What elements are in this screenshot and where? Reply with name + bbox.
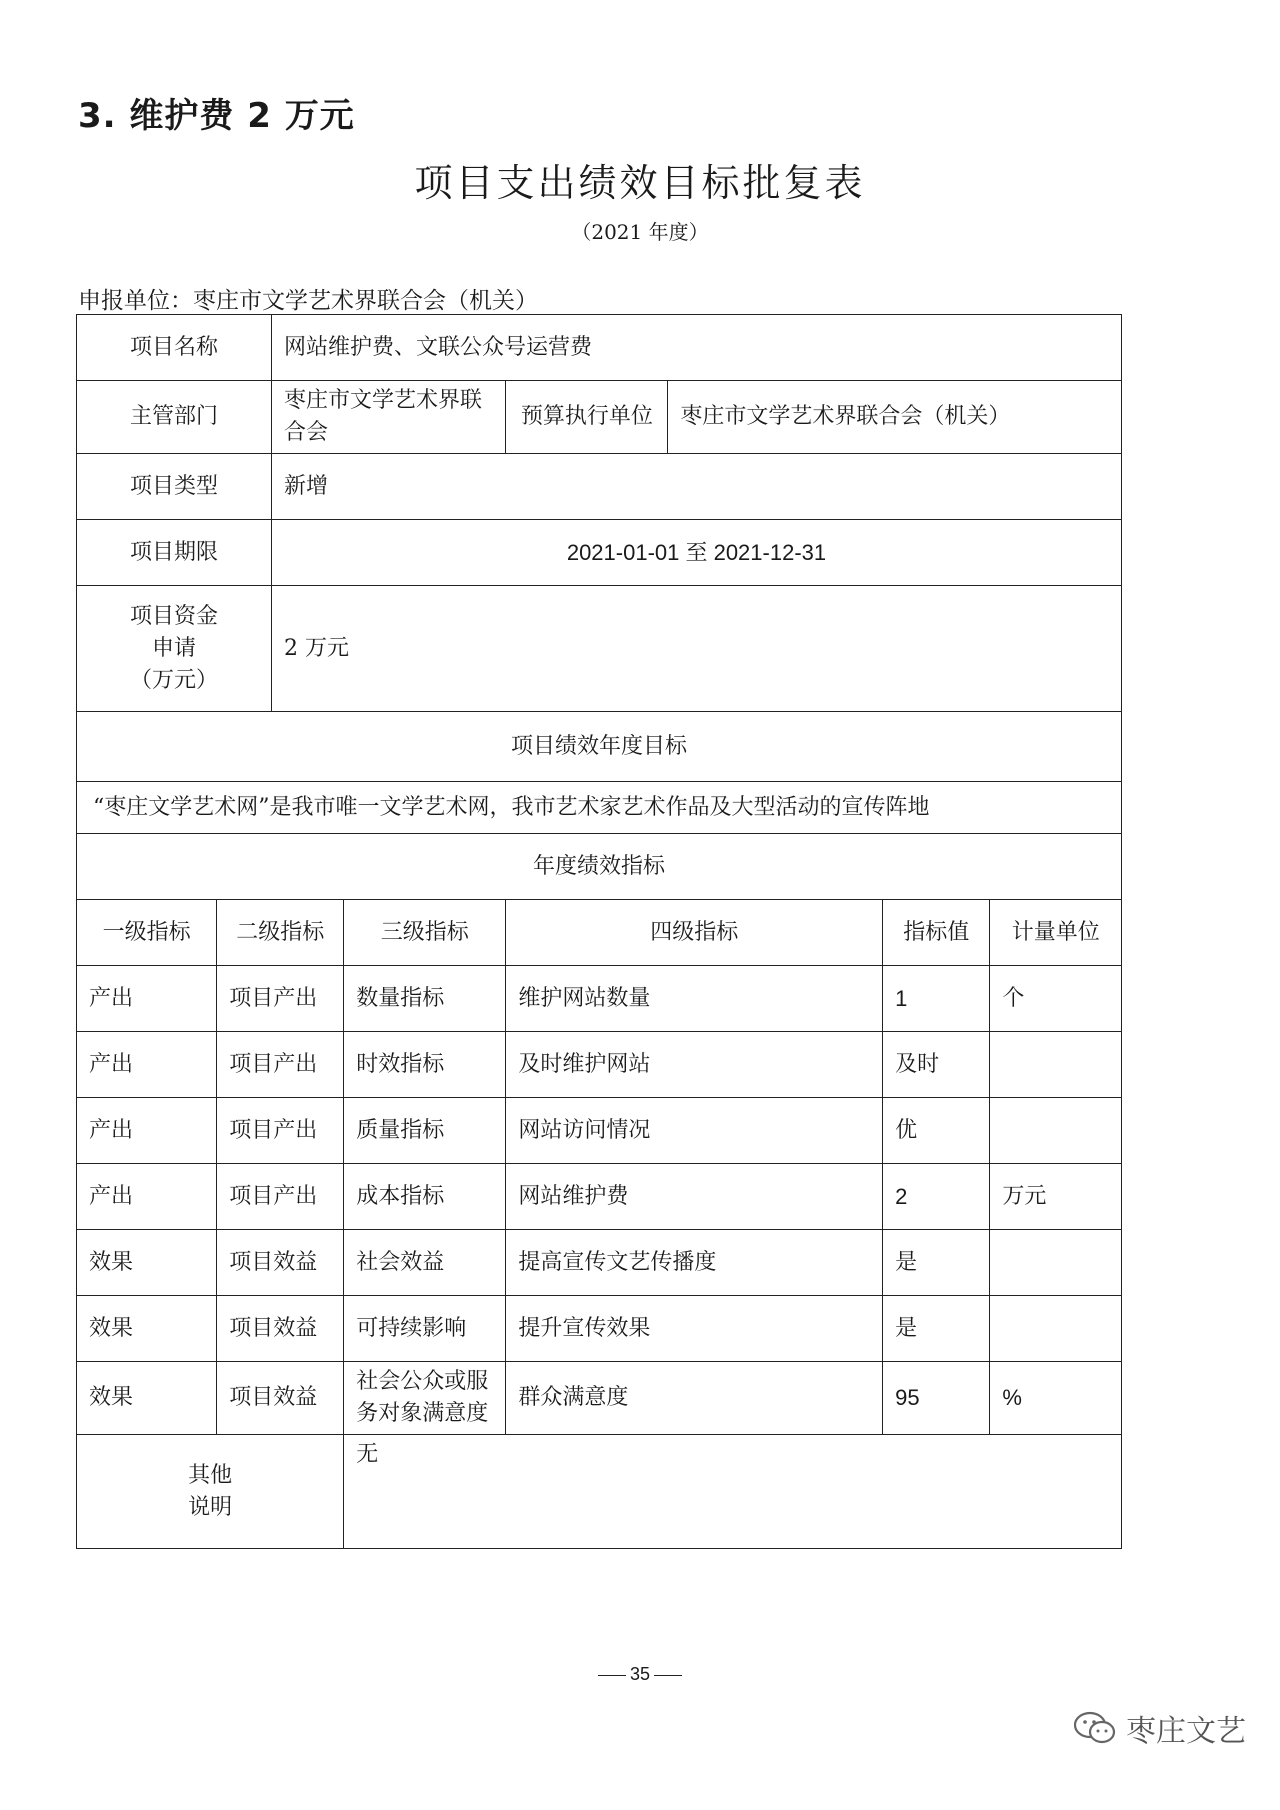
cell-level2: 项目效益 xyxy=(217,1230,344,1296)
cell-value: 1 xyxy=(883,966,990,1032)
table-row xyxy=(77,1032,1122,1098)
cell-level2: 项目效益 xyxy=(217,1296,344,1362)
cell-level2: 项目产出 xyxy=(217,1032,344,1098)
table-row xyxy=(77,1296,1122,1362)
cell-value: 2 xyxy=(883,1164,990,1230)
other-label xyxy=(77,1435,344,1549)
fund-value: 2 万元 xyxy=(271,586,1121,712)
cell-level3: 社会公众或服务对象满意度 xyxy=(344,1362,506,1435)
year-subtitle: （2021 年度） xyxy=(571,220,709,244)
header-level1: 一级指标 xyxy=(77,900,217,966)
cell-unit xyxy=(990,1296,1122,1362)
table-row xyxy=(77,966,1122,1032)
cell-value: 是 xyxy=(883,1296,990,1362)
exec-unit-value: 枣庄市文学艺术界联合会（机关） xyxy=(668,381,1122,454)
cell-level1: 产出 xyxy=(77,966,217,1032)
fund-label-line2: 申请 xyxy=(151,635,196,661)
cell-level4: 网站访问情况 xyxy=(506,1098,883,1164)
type-value: 新增 xyxy=(271,454,1121,520)
cell-unit: % xyxy=(990,1362,1122,1435)
cell-level3: 质量指标 xyxy=(344,1098,506,1164)
watermark-text: 枣庄文艺 xyxy=(1126,1714,1246,1749)
cell-level3: 可持续影响 xyxy=(344,1296,506,1362)
cell-unit: 个 xyxy=(990,966,1122,1032)
cell-level4: 提升宣传效果 xyxy=(506,1296,883,1362)
cell-unit: 万元 xyxy=(990,1164,1122,1230)
cell-level1: 效果 xyxy=(77,1296,217,1362)
dash-right xyxy=(654,1675,682,1676)
period-label: 项目期限 xyxy=(77,520,272,586)
project-name-label: 项目名称 xyxy=(77,315,272,381)
cell-level1: 产出 xyxy=(77,1164,217,1230)
cell-level2: 项目效益 xyxy=(217,1362,344,1435)
cell-level1: 产出 xyxy=(77,1098,217,1164)
wechat-icon xyxy=(1072,1710,1118,1746)
cell-level4: 网站维护费 xyxy=(506,1164,883,1230)
cell-level4: 维护网站数量 xyxy=(506,966,883,1032)
cell-unit xyxy=(990,1032,1122,1098)
table-row xyxy=(77,1164,1122,1230)
watermark xyxy=(1072,1706,1246,1750)
goal-text: “枣庄文学艺术网”是我市唯一文学艺术网，我市艺术家艺术作品及大型活动的宣传阵地 xyxy=(77,782,1122,834)
other-label-line1: 其他 xyxy=(188,1462,233,1488)
header-level4: 四级指标 xyxy=(506,900,883,966)
cell-level3: 成本指标 xyxy=(344,1164,506,1230)
cell-value: 及时 xyxy=(883,1032,990,1098)
project-name-value: 网站维护费、文联公众号运营费 xyxy=(271,315,1121,381)
table-row xyxy=(77,1362,1122,1435)
other-value: 无 xyxy=(344,1435,1122,1549)
goal-title: 项目绩效年度目标 xyxy=(77,712,1122,782)
cell-level4: 群众满意度 xyxy=(506,1362,883,1435)
indicator-title: 年度绩效指标 xyxy=(77,834,1122,900)
header-unit: 计量单位 xyxy=(990,900,1122,966)
cell-unit xyxy=(990,1098,1122,1164)
dash-left xyxy=(598,1675,626,1676)
cell-level4: 提高宣传文艺传播度 xyxy=(506,1230,883,1296)
cell-unit xyxy=(990,1230,1122,1296)
cell-level1: 产出 xyxy=(77,1032,217,1098)
cell-level1: 效果 xyxy=(77,1362,217,1435)
page-title: 项目支出绩效目标批复表 xyxy=(414,161,866,205)
period-value: 2021-01-01 至 2021-12-31 xyxy=(271,520,1121,586)
header-value: 指标值 xyxy=(883,900,990,966)
cell-level3: 时效指标 xyxy=(344,1032,506,1098)
header-level3: 三级指标 xyxy=(344,900,506,966)
cell-level1: 效果 xyxy=(77,1230,217,1296)
fund-label xyxy=(77,586,272,712)
header-level2: 二级指标 xyxy=(217,900,344,966)
cell-level2: 项目产出 xyxy=(217,1098,344,1164)
table-row xyxy=(77,1098,1122,1164)
cell-level3: 社会效益 xyxy=(344,1230,506,1296)
cell-value: 优 xyxy=(883,1098,990,1164)
dept-label: 主管部门 xyxy=(77,381,272,454)
cell-level2: 项目产出 xyxy=(217,966,344,1032)
applicant-line: 申报单位：枣庄市文学艺术界联合会（机关） xyxy=(78,288,538,314)
cell-level3: 数量指标 xyxy=(344,966,506,1032)
section-heading: 3. 维护费 2 万元 xyxy=(78,96,355,136)
other-label-line2: 说明 xyxy=(188,1494,233,1520)
type-label: 项目类型 xyxy=(77,454,272,520)
performance-table xyxy=(76,314,1122,1549)
page-number xyxy=(0,1664,1280,1685)
exec-unit-label: 预算执行单位 xyxy=(506,381,668,454)
fund-label-line3: （万元） xyxy=(129,667,218,693)
dept-value: 枣庄市文学艺术界联合会 xyxy=(271,381,505,454)
cell-level4: 及时维护网站 xyxy=(506,1032,883,1098)
cell-level2: 项目产出 xyxy=(217,1164,344,1230)
cell-value: 95 xyxy=(883,1362,990,1435)
fund-label-line1: 项目资金 xyxy=(129,603,218,629)
cell-value: 是 xyxy=(883,1230,990,1296)
page-number-text: 35 xyxy=(629,1664,651,1684)
table-row xyxy=(77,1230,1122,1296)
